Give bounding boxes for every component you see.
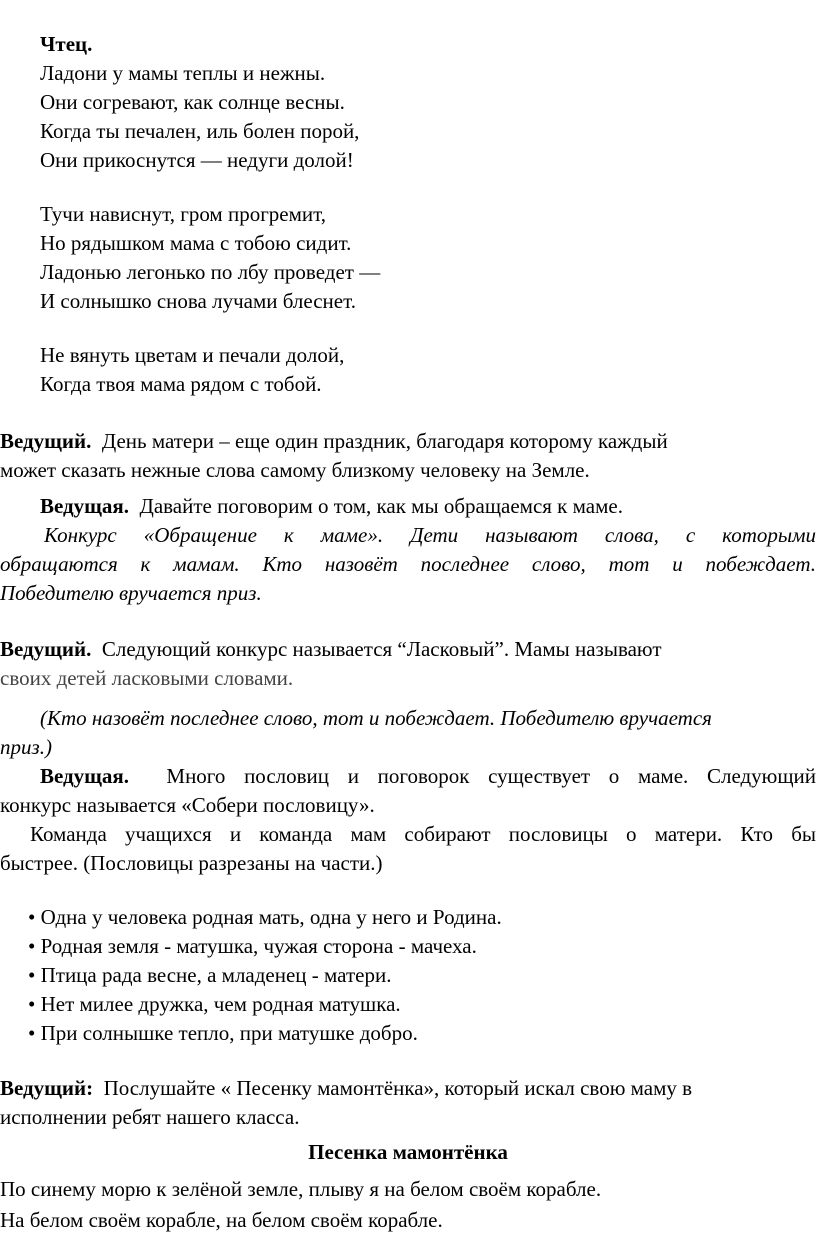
contest-description: [44, 521, 816, 550]
speaker-label: Ведущая.: [40, 764, 130, 788]
paragraph-text: Послушайте « Песенку мамонтёнка», который искал свою маму в: [103, 1076, 693, 1100]
speaker-label: Ведущий.: [0, 637, 92, 661]
poem-speaker: Чтец.: [40, 32, 93, 56]
poem-line: Ладонью легонько по лбу проведет —: [40, 260, 381, 284]
speaker-label: Ведущий.: [0, 429, 92, 453]
speaker-label: Ведущий:: [0, 1076, 94, 1100]
paragraph-text: может сказать нежные слова самому близкому человеку на Земле.: [0, 458, 590, 482]
poem-line: Не вянуть цветам и печали долой,: [40, 343, 345, 367]
poem-line: Тучи нависнут, гром прогремит,: [40, 202, 327, 226]
paragraph-text: исполнении ребят нашего класса.: [0, 1105, 300, 1129]
contest-description: [0, 550, 816, 579]
contest-note: (Кто назовёт последнее слово, тот и побеждает. Победителю вручается: [40, 706, 712, 730]
paragraph-text: День матери – еще один праздник, благодаря которому каждый: [101, 429, 668, 453]
paragraph-text: своих детей ласковыми словами.: [0, 666, 294, 690]
paragraph-text: Давайте поговорим о том, как мы обращаемся к маме.: [139, 494, 623, 518]
speaker-label: Ведущая.: [40, 494, 130, 518]
song-title: Песенка мамонтёнка: [308, 1140, 508, 1164]
paragraph-text: конкурс называется «Собери пословицу».: [0, 793, 375, 817]
paragraph-text: [30, 820, 816, 849]
poem-line: Когда твоя мама рядом с тобой.: [40, 372, 322, 396]
proverb-item: • Родная земля - матушка, чужая сторона - мачеха.: [28, 934, 477, 958]
poem-line: И солнышко снова лучами блеснет.: [40, 289, 356, 313]
song-line: На белом своём корабле, на белом своём корабле.: [0, 1208, 443, 1232]
paragraph-hostess-2: [40, 762, 816, 791]
poem-line: Ладони у мамы теплы и нежны.: [40, 61, 326, 85]
paragraph-host-1: [0, 427, 668, 456]
paragraph-text: Следующий конкурс называется “Ласковый”. Мамы называют: [101, 637, 662, 661]
poem-line: Они согревают, как солнце весны.: [40, 90, 345, 114]
poem-line: Когда ты печален, иль болен порой,: [40, 119, 360, 143]
paragraph-host-2: [0, 635, 662, 664]
paragraph-hostess-1: [40, 492, 623, 521]
song-line: По синему морю к зелёной земле, плыву я на белом своём корабле.: [0, 1177, 602, 1201]
proverb-item: • Нет милее дружка, чем родная матушка.: [28, 992, 401, 1016]
poem-line: Они прикоснутся — недуги долой!: [40, 148, 354, 172]
contest-text: Победителю вручается приз.: [0, 581, 262, 605]
contest-text: обращаются к мамам. Кто назовёт последнее слово, тот и побеждает.: [0, 552, 816, 576]
proverb-item: • Одна у человека родная мать, одна у него и Родина.: [28, 905, 502, 929]
proverb-item: • Птица рада весне, а младенец - матери.: [28, 963, 392, 987]
paragraph-line: Команда учащихся и команда мам собирают пословицы о матери. Кто бы: [30, 822, 816, 846]
paragraph-host-3: [0, 1074, 692, 1103]
poem-line: Но рядышком мама с тобою сидит.: [40, 231, 352, 255]
paragraph-text: быстрее. (Пословицы разрезаны на части.): [0, 851, 383, 875]
contest-note: приз.): [0, 735, 52, 759]
contest-text: Конкурс «Обращение к маме». Дети называют слова, с которыми: [44, 523, 816, 547]
paragraph-text: Много пословиц и поговорок существует о маме. Следующий: [166, 764, 816, 788]
proverb-item: • При солнышке тепло, при матушке добро.: [28, 1021, 418, 1045]
